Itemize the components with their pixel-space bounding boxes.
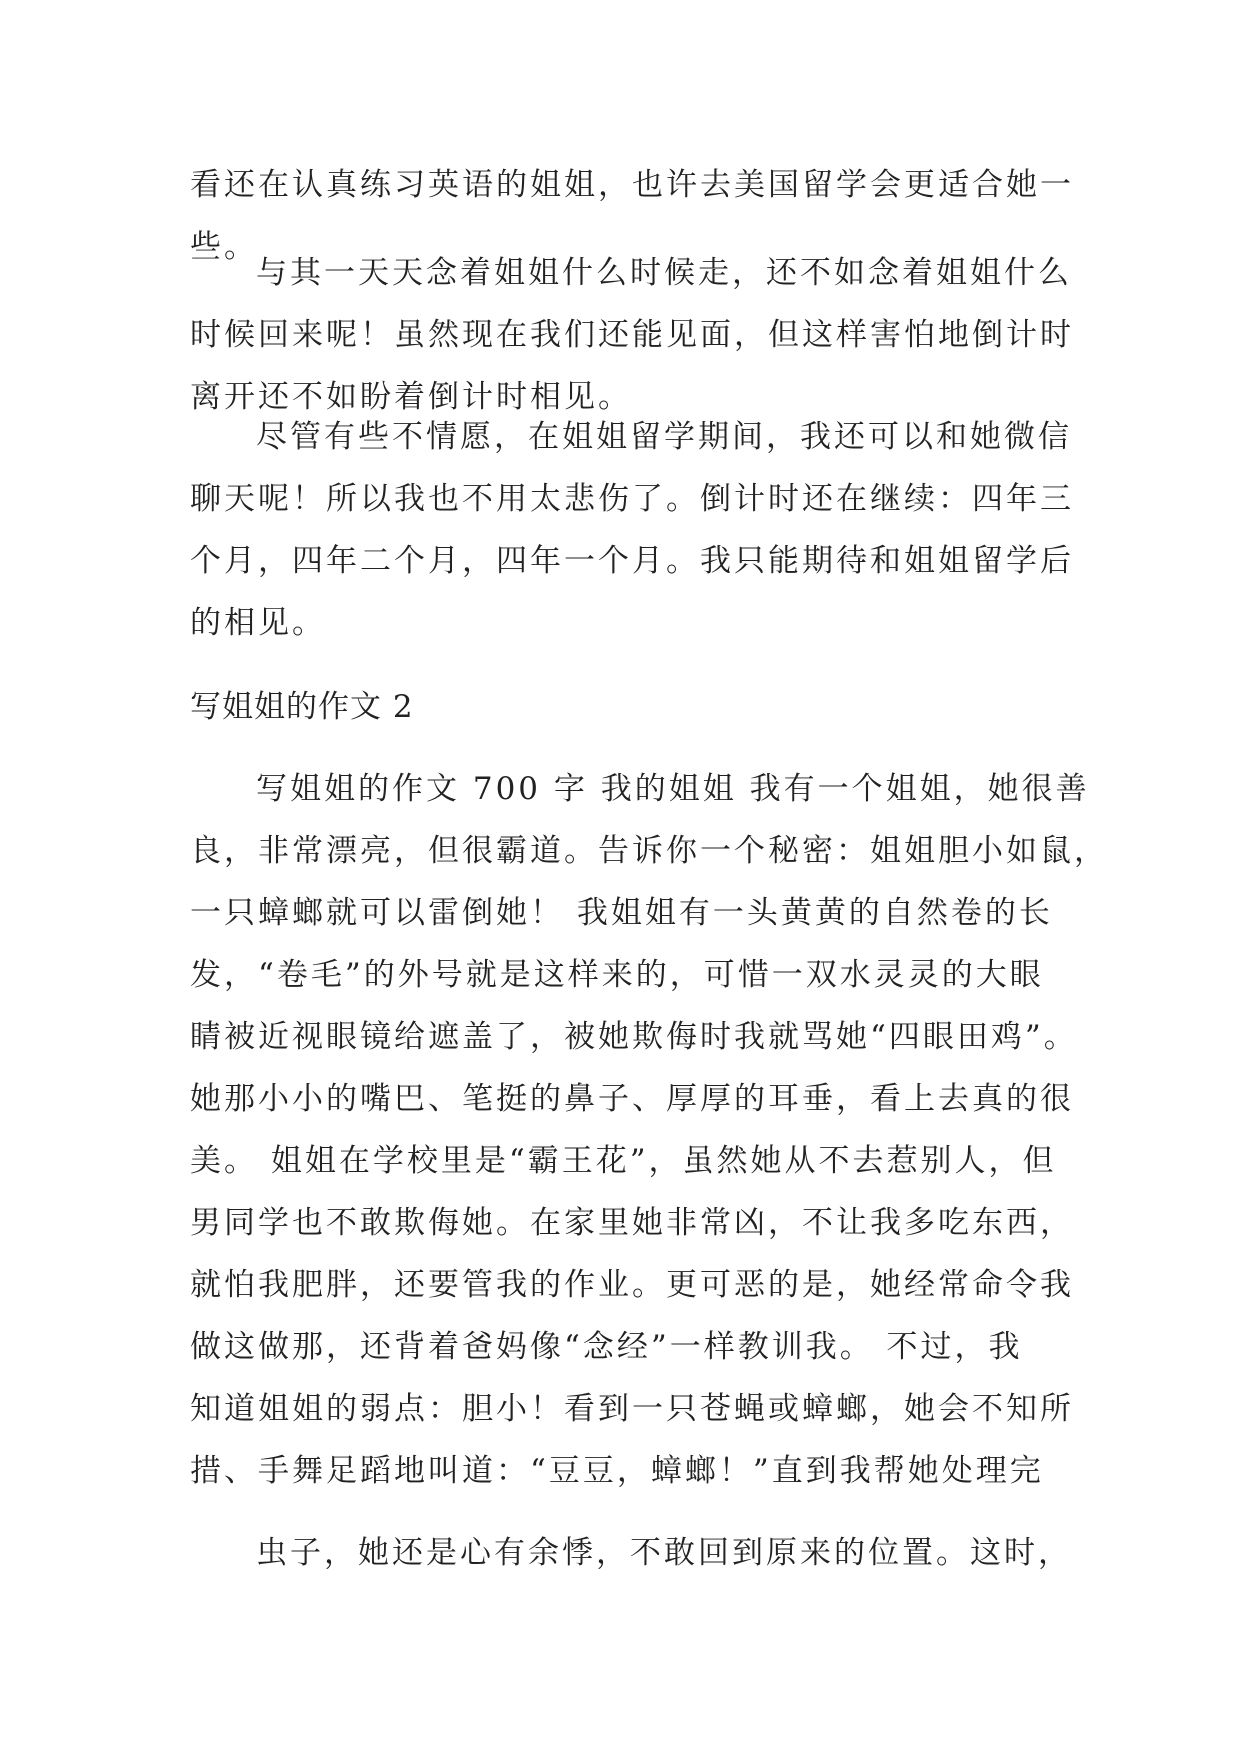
paragraph-4 bbox=[190, 758, 1108, 1502]
text-line: 睛被近视眼镜给遮盖了，被她欺侮时我就骂她“四眼田鸡”。 bbox=[190, 1019, 1078, 1055]
text-line: 美。 姐姐在学校里是“霸王花”，虽然她从不去惹别人，但 bbox=[190, 1143, 1057, 1179]
paragraph-5 bbox=[190, 1522, 1070, 1584]
paragraph-3 bbox=[190, 406, 1074, 654]
text-line: 些。 bbox=[190, 229, 258, 265]
text-line: 发，“卷毛”的外号就是这样来的，可惜一双水灵灵的大眼 bbox=[190, 957, 1044, 993]
text-line: 个月，四年二个月，四年一个月。我只能期待和姐姐留学后 bbox=[190, 543, 1074, 579]
section-heading: 写姐姐的作文 2 bbox=[190, 689, 414, 725]
text-line: 男同学也不敢欺侮她。在家里她非常凶，不让我多吃东西， bbox=[190, 1205, 1074, 1241]
text-line: 一只蟑螂就可以雷倒她！ 我姐姐有一头黄黄的自然卷的长 bbox=[190, 895, 1053, 931]
text-line: 写姐姐的作文 700 字 我的姐姐 我有一个姐姐，她很善 bbox=[256, 771, 1090, 807]
text-line: 知道姐姐的弱点：胆小！看到一只苍蝇或蟑螂，她会不知所 bbox=[190, 1391, 1074, 1427]
text-line: 时候回来呢！虽然现在我们还能见面，但这样害怕地倒计时 bbox=[190, 317, 1074, 353]
text-line: 她那小小的嘴巴、笔挺的鼻子、厚厚的耳垂，看上去真的很 bbox=[190, 1081, 1074, 1117]
text-line: 虫子，她还是心有余悸，不敢回到原来的位置。这时， bbox=[256, 1535, 1072, 1571]
text-line: 聊天呢！所以我也不用太悲伤了。倒计时还在继续：四年三 bbox=[190, 481, 1074, 517]
text-line: 尽管有些不情愿，在姐姐留学期间，我还可以和她微信 bbox=[256, 419, 1072, 455]
text-line: 措、手舞足蹈地叫道：“豆豆，蟑螂！”直到我帮她处理完 bbox=[190, 1453, 1044, 1489]
text-line: 离开还不如盼着倒计时相见。 bbox=[190, 379, 632, 415]
text-line: 的相见。 bbox=[190, 605, 326, 641]
text-line: 良，非常漂亮，但很霸道。告诉你一个秘密：姐姐胆小如鼠， bbox=[190, 833, 1108, 869]
paragraph-2 bbox=[190, 242, 1074, 428]
text-line: 看还在认真练习英语的姐姐，也许去美国留学会更适合她一 bbox=[190, 167, 1074, 203]
text-line: 与其一天天念着姐姐什么时候走，还不如念着姐姐什么 bbox=[256, 255, 1072, 291]
text-line: 做这做那，还背着爸妈像“念经”一样教训我。 不过，我 bbox=[190, 1329, 1023, 1365]
text-line: 就怕我肥胖，还要管我的作业。更可恶的是，她经常命令我 bbox=[190, 1267, 1074, 1303]
section-title bbox=[190, 676, 1070, 738]
